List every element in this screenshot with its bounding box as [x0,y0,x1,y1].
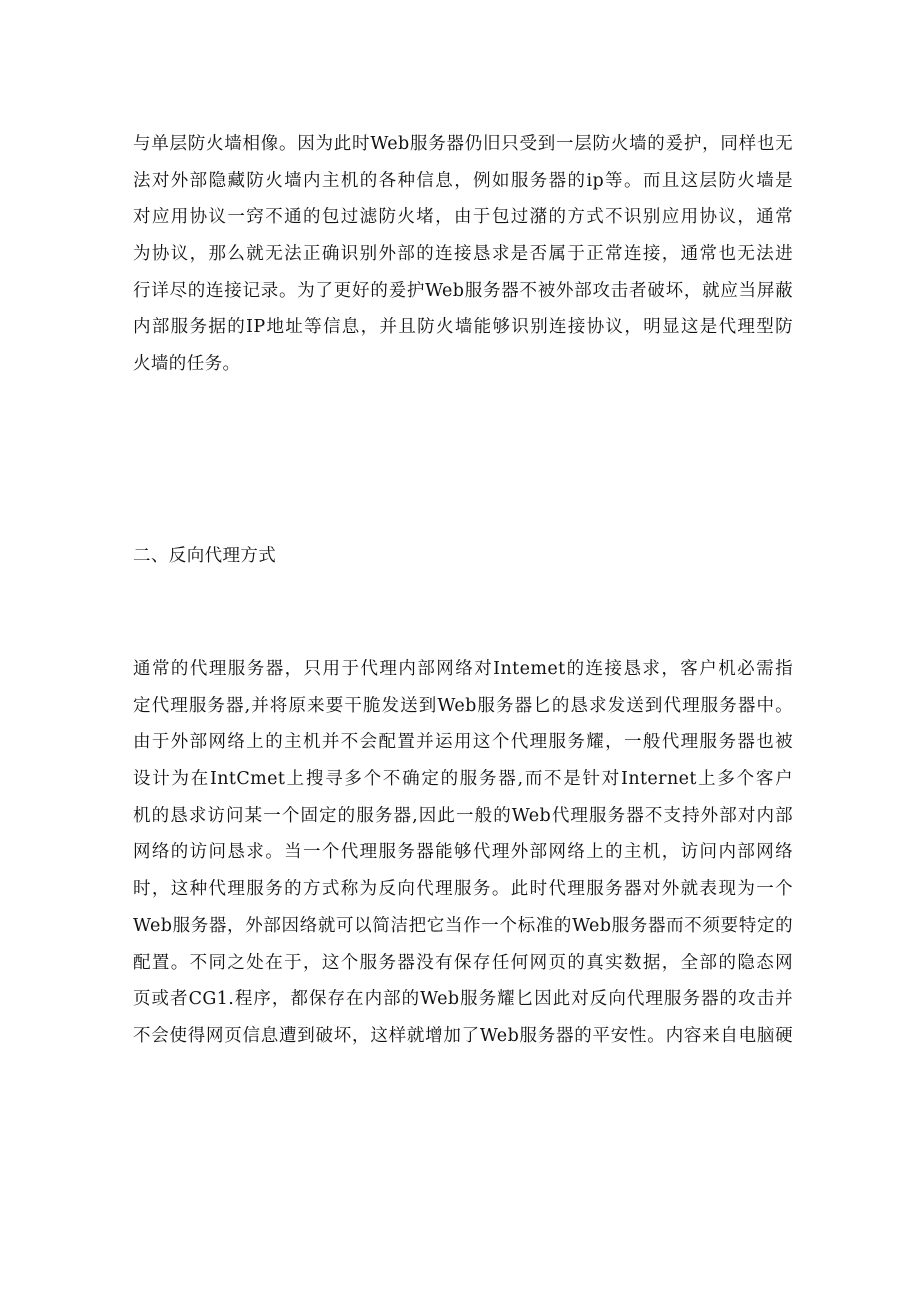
text-line: 内部服务据的IP地址等信息，并且防火墙能够识别连接协议，明显这是代理型防 [133,317,793,338]
text-line: Web服务器，外部因络就可以简洁把它当作一个标准的Web服务器而不须要特定的 [133,915,793,936]
text-line: 机的恳求访问某一个固定的服务器,因此一般的Web代理服务器不支持外部对内部 [133,805,793,826]
paragraph-reverse-proxy [133,651,793,1055]
text-line: 由于外部网络上的主机并不会配置并运用这个代理服务耀，一般代理服务器也被 [133,732,793,753]
text-line: 配置。不同之处在于，这个服务器没有保存任何网页的真实数据，全部的隐态网 [133,952,793,973]
section-heading-text: 二、反向代理方式 [133,546,277,566]
text-line: 通常的代理服务器，只用于代理内部网络对Intemet的连接恳求，客户机必需指 [133,659,793,679]
text-line: 法对外部隐藏防火墙内主机的各种信息，例如服务器的ip等。而且这层防火墙是 [133,170,793,191]
text-line: 与单层防火墙相像。因为此时Web服务器仍旧只受到一层防火墙的爰护，同样也无 [133,134,793,154]
text-line: 火墙的任务。 [133,354,241,375]
text-line: 网络的访问恳求。当一个代理服务器能够代理外部网络上的主机，访问内部网络 [133,842,793,863]
text-line: 定代理服务器,并将原来要干脆发送到Web服务器匕的恳求发送到代理服务器中。 [133,695,793,716]
paragraph-firewall-intro [133,126,793,383]
text-line: 不会使得网页信息遭到破坏，这样就增加了Web服务器的平安性。内容来自电脑硬 [133,1025,793,1046]
text-line: 行详尽的连接记录。为了更好的爰护Web服务器不被外部攻击者破坏，就应当屏蔽 [133,280,793,301]
text-line: 对应用协议一窍不通的包过滤防火堵，由于包过潴的方式不识别应用协议，通常 [133,207,793,228]
section-heading [133,538,793,575]
text-line: 设计为在IntCmet上搜寻多个不确定的服务器,而不是针对Internet上多个客户 [133,769,793,790]
text-line: 时，这种代理服务的方式称为反向代理服务。此时代理服务器对外就表现为一个 [133,879,793,900]
text-line: 页或者CG1.程序，都保存在内部的Web服务耀匕因此对反向代理服务器的攻击并 [133,989,793,1010]
text-line: 为协议，那么就无法正确识别外部的连接恳求是否属于正常连接，通常也无法进 [133,244,793,265]
